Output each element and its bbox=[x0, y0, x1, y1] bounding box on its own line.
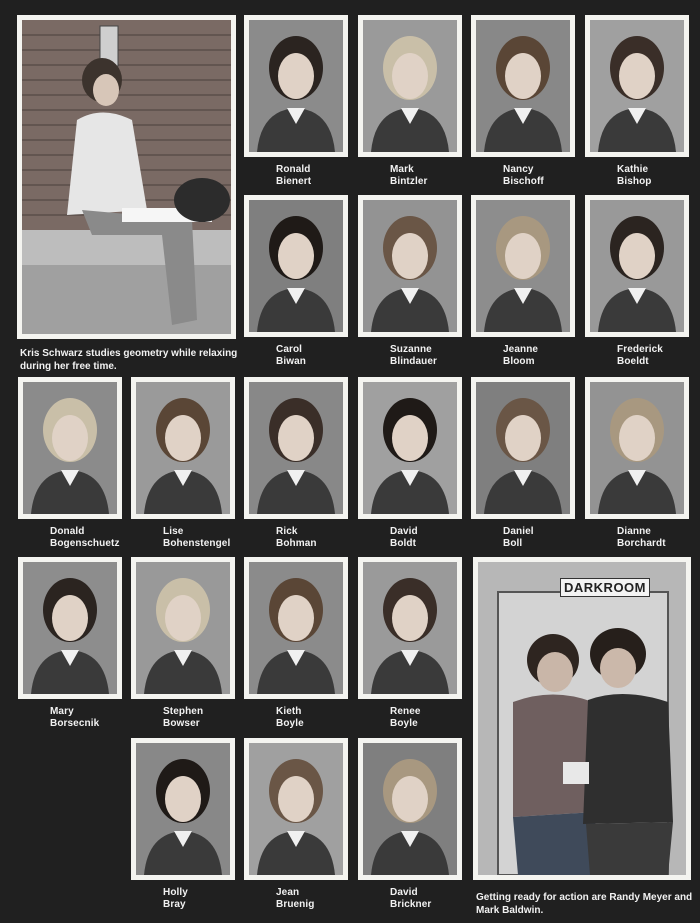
student-name bbox=[503, 344, 607, 367]
portrait-frame bbox=[244, 557, 348, 699]
student-name bbox=[50, 706, 154, 729]
candid-photo-studying bbox=[17, 15, 236, 339]
brick-wall-scene bbox=[22, 20, 231, 334]
student-last-name: Bogenschuetz bbox=[50, 537, 120, 549]
darkroom-sign: DARKROOM bbox=[560, 578, 650, 597]
portrait-photo bbox=[590, 20, 684, 152]
student-name bbox=[276, 164, 380, 187]
student-name bbox=[617, 526, 700, 549]
student-first-name: Kathie bbox=[617, 164, 649, 175]
student-name bbox=[163, 706, 267, 729]
student-first-name: Nancy bbox=[503, 164, 534, 175]
portrait-frame bbox=[244, 738, 348, 880]
portrait-frame bbox=[131, 557, 235, 699]
portrait-frame bbox=[358, 15, 462, 157]
student-name bbox=[276, 344, 380, 367]
portrait-photo bbox=[476, 200, 570, 332]
student-last-name: Boyle bbox=[390, 717, 418, 729]
student-name bbox=[617, 344, 700, 367]
student-first-name: Suzanne bbox=[390, 344, 432, 355]
student-name bbox=[617, 164, 700, 187]
student-first-name: Renee bbox=[390, 706, 421, 717]
portrait-frame bbox=[471, 195, 575, 337]
student-last-name: Brickner bbox=[390, 898, 432, 910]
portrait-frame bbox=[358, 738, 462, 880]
student-first-name: David bbox=[390, 887, 418, 898]
student-first-name: Kieth bbox=[276, 706, 302, 717]
student-last-name: Bischoff bbox=[503, 175, 544, 187]
student-first-name: Jeanne bbox=[503, 344, 539, 355]
student-last-name: Bruenig bbox=[276, 898, 315, 910]
darkroom-scene bbox=[478, 562, 686, 875]
student-first-name: Mark bbox=[390, 164, 414, 175]
portrait-photo bbox=[590, 382, 684, 514]
student-last-name: Bray bbox=[163, 898, 186, 910]
student-name bbox=[390, 164, 494, 187]
student-name bbox=[390, 526, 494, 549]
student-last-name: Bishop bbox=[617, 175, 652, 187]
student-last-name: Bohenstengel bbox=[163, 537, 231, 549]
student-name bbox=[276, 706, 380, 729]
student-name bbox=[163, 887, 267, 910]
student-first-name: Holly bbox=[163, 887, 188, 898]
portrait-frame bbox=[131, 738, 235, 880]
portrait-frame bbox=[18, 557, 122, 699]
portrait-photo bbox=[136, 382, 230, 514]
portrait-photo bbox=[590, 200, 684, 332]
student-last-name: Biwan bbox=[276, 355, 306, 367]
student-first-name: Donald bbox=[50, 526, 85, 537]
portrait-frame bbox=[18, 377, 122, 519]
student-last-name: Bohman bbox=[276, 537, 317, 549]
portrait-photo bbox=[249, 562, 343, 694]
portrait-frame bbox=[131, 377, 235, 519]
student-first-name: Daniel bbox=[503, 526, 534, 537]
portrait-photo bbox=[363, 20, 457, 152]
student-last-name: Boeldt bbox=[617, 355, 649, 367]
student-name bbox=[276, 526, 380, 549]
portrait-frame bbox=[358, 195, 462, 337]
student-first-name: Mary bbox=[50, 706, 74, 717]
portrait-photo bbox=[363, 562, 457, 694]
student-last-name: Boldt bbox=[390, 537, 417, 549]
student-first-name: Dianne bbox=[617, 526, 651, 537]
student-first-name: Lise bbox=[163, 526, 184, 537]
student-last-name: Bowser bbox=[163, 717, 200, 729]
student-name bbox=[50, 526, 154, 549]
portrait-frame bbox=[585, 15, 689, 157]
portrait-photo bbox=[249, 20, 343, 152]
student-first-name: Jean bbox=[276, 887, 300, 898]
student-first-name: Rick bbox=[276, 526, 298, 537]
portrait-photo bbox=[249, 200, 343, 332]
candid-photo-darkroom bbox=[473, 557, 691, 880]
portrait-photo bbox=[23, 562, 117, 694]
student-last-name: Borsecnik bbox=[50, 717, 100, 729]
portrait-frame bbox=[244, 377, 348, 519]
portrait-frame bbox=[244, 195, 348, 337]
portrait-photo bbox=[363, 200, 457, 332]
student-first-name: Ronald bbox=[276, 164, 311, 175]
student-first-name: Stephen bbox=[163, 706, 204, 717]
portrait-photo bbox=[136, 743, 230, 875]
student-last-name: Borchardt bbox=[617, 537, 666, 549]
portrait-frame bbox=[585, 377, 689, 519]
candid-caption-bottom: Getting ready for action are Randy Meyer and Mark Baldwin. bbox=[476, 892, 693, 916]
portrait-photo bbox=[249, 382, 343, 514]
student-first-name: David bbox=[390, 526, 418, 537]
portrait-photo bbox=[249, 743, 343, 875]
student-name bbox=[163, 526, 267, 549]
student-last-name: Bienert bbox=[276, 175, 312, 187]
portrait-frame bbox=[358, 557, 462, 699]
student-last-name: Bloom bbox=[503, 355, 535, 367]
portrait-frame bbox=[471, 15, 575, 157]
student-last-name: Bintzler bbox=[390, 175, 428, 187]
student-last-name: Boyle bbox=[276, 717, 304, 729]
portrait-frame bbox=[585, 195, 689, 337]
student-first-name: Frederick bbox=[617, 344, 663, 355]
portrait-frame bbox=[358, 377, 462, 519]
portrait-photo bbox=[136, 562, 230, 694]
portrait-frame bbox=[471, 377, 575, 519]
student-name bbox=[276, 887, 380, 910]
student-last-name: Boll bbox=[503, 537, 523, 549]
portrait-photo bbox=[476, 382, 570, 514]
portrait-photo bbox=[363, 382, 457, 514]
portrait-frame bbox=[244, 15, 348, 157]
student-last-name: Blindauer bbox=[390, 355, 438, 367]
portrait-photo bbox=[23, 382, 117, 514]
candid-caption-top: Kris Schwarz studies geometry while relaxing during her free time. bbox=[20, 348, 238, 372]
student-name bbox=[503, 164, 607, 187]
portrait-photo bbox=[476, 20, 570, 152]
student-name bbox=[503, 526, 607, 549]
student-first-name: Carol bbox=[276, 344, 303, 355]
portrait-photo bbox=[363, 743, 457, 875]
student-name bbox=[390, 344, 494, 367]
